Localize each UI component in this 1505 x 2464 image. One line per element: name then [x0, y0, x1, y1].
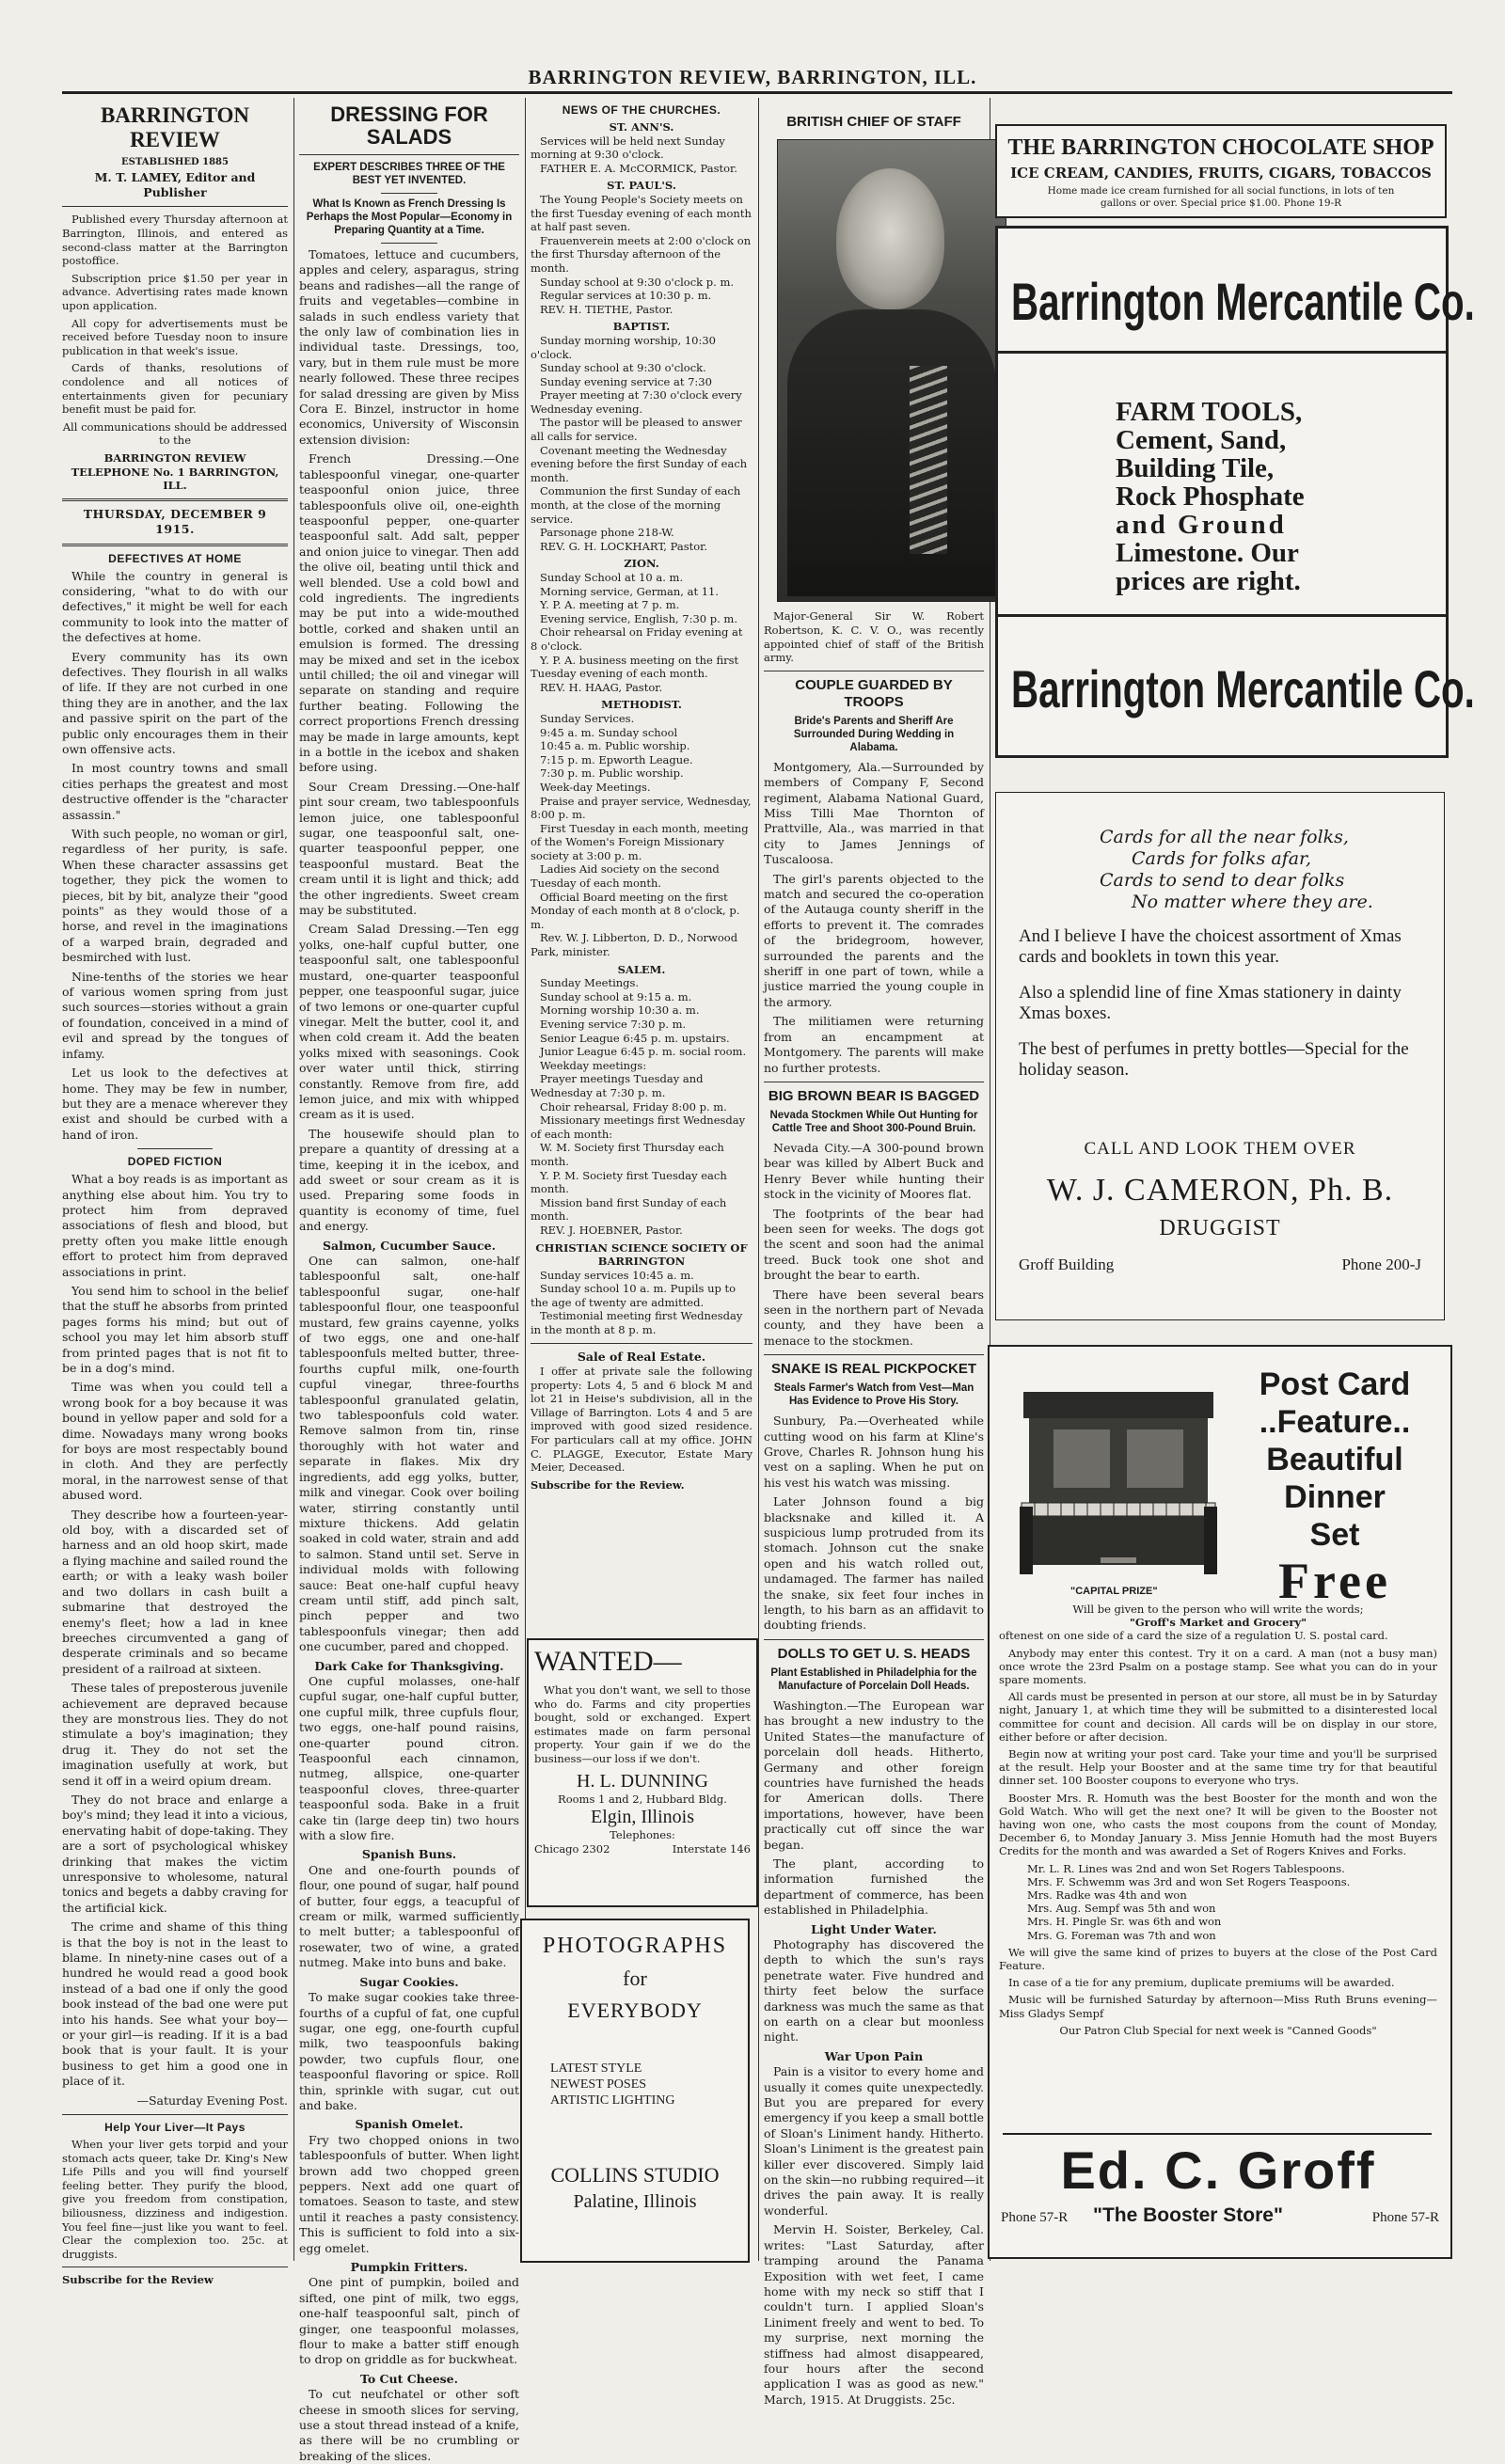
- product-line: Cement, Sand,: [1116, 425, 1287, 455]
- paragraph: Let us look to the defectives at home. They may be few in number, but they are a menace wherever they exist and should be curbed with a hand of iron.: [62, 1066, 288, 1142]
- paragraph: The crime and shame of this thing is that the boy is not in the least to blame. In ninety-nine cases out of a hundred he would read a good book instead of a bad one if only the good book instead of the bad one were put into his hands. See what your boy—or your girl—is reading. If it is a bad book that is your fault. It is your business to get him a good one in place of it.: [62, 1919, 288, 2089]
- cards-verse: [1100, 827, 1373, 913]
- words-line: "Groff's Market and Grocery": [1129, 1616, 1307, 1630]
- groff-name: Ed. C. Groff: [1060, 2140, 1376, 2200]
- paragraph: Later Johnson found a big blacksnake and killed it. A suspicious lump protruded from its stomach. Johnson cut the snake open and his watch rolled out, undamaged. The farmer has nailed the snake, six feet four inches in length, to his barn as an affidavit to doubting friends.: [764, 1494, 984, 1633]
- church-line: REV. H. TIETHE, Pastor.: [540, 302, 673, 316]
- piano-illustration: [1016, 1382, 1221, 1580]
- phone-interstate: Interstate 146: [672, 1841, 751, 1856]
- church-line: Sunday Services.: [540, 711, 635, 725]
- church-line: Y. P. M. Society first Tuesday each month.: [531, 1168, 727, 1196]
- church-listings: [531, 120, 752, 1337]
- church-line: Sunday school at 9:30 o'clock.: [540, 361, 706, 375]
- paragraph: They describe how a fourteen-year-old boy, with a discarded set of harness and an old hoop skirt, made a flying machine and sailed round the earth; or with a leaky wash boiler and two dollars in cash built a submarine that destroyed the enemy's fleet; how a lad in knee breeches circumvented a gang of desperate criminals and so became president of a railroad at sixteen.: [62, 1507, 288, 1676]
- postcard-heading: [1227, 1366, 1443, 1608]
- heading-line: Post Card: [1259, 1366, 1411, 1402]
- church-line: Sunday school 10 a. m. Pupils up to the age of twenty are admitted.: [531, 1282, 737, 1309]
- feature-line: ARTISTIC LIGHTING: [550, 2093, 675, 2108]
- divider: [764, 1639, 984, 1640]
- church-line: Evening service 7:30 p. m.: [540, 1018, 687, 1031]
- church-line: Testimonial meeting first Wednesday in the month at 8 p. m.: [531, 1309, 743, 1337]
- wanted-telephones: Telephones:: [610, 1828, 675, 1842]
- braid-shape: [910, 366, 947, 554]
- verse-line: Cards for all the near folks,: [1100, 827, 1349, 847]
- druggist-title: DRUGGIST: [1159, 1216, 1281, 1240]
- paragraph: Cream Salad Dressing.—Ten egg yolks, one-half cupful butter, one teaspoonful salt, one tablespoonful mustard, one-quarter teaspoonful pepper, one teaspoonful sugar, juice of two lemons or one-quarter cupful vinegar. Melt the butter, cool it, and when cold cream it. Add the beaten yolks mixed with seasonings. Cook over water until thick, stirring constantly. Remove from fire, add lemon juice, and mix with whipped cream as it is used.: [299, 922, 519, 1122]
- studio-name: COLLINS STUDIO: [550, 2163, 720, 2187]
- recipe-body: One and one-fourth pounds of flour, one pound of sugar, half pound of butter, four eggs, a teacupful of cream or milk, warmed sufficiently to melt butter; a tablespoonful of rosewater, two of wine, a grated nutmeg. Make into buns and bake.: [299, 1862, 519, 1970]
- heading-line: ..Feature..: [1259, 1404, 1411, 1440]
- church-line: Y. P. A. business meeting on the first Tuesday evening of each month.: [531, 653, 739, 681]
- winner-line: Mrs. Radke was 4th and won: [1027, 1888, 1187, 1903]
- church-line: Choir rehearsal, Friday 8:00 p. m.: [540, 1099, 727, 1114]
- cameron-drug-ad: [995, 792, 1445, 1320]
- rule-para: All cards must be presented in person at our store, all must be in by Saturday night, January 1, at which time they will be submitted to a disinterested local committee for count and decision. All cards will be on display in our store, either before or after decision.: [999, 1690, 1437, 1744]
- church-line: Prayer meetings Tuesday and Wednesday at 7:30 p. m.: [531, 1072, 704, 1099]
- issue-date: THURSDAY, DECEMBER 9 1915.: [83, 506, 267, 537]
- recipe-title: Salmon, Cucumber Sauce.: [323, 1238, 496, 1253]
- call-line: CALL AND LOOK THEM OVER: [1084, 1139, 1356, 1159]
- paragraph: The girl's parents objected to the match and secured the co-operation of the Autauga county sheriff in the efforts to prevent it. The comrades of the bridegroom, however, surrounded the parents and the sheriff in one part of town, while a justice married the young couple in the armory.: [764, 871, 984, 1009]
- church-line: Rev. W. J. Libberton, D. D., Norwood Park, minister.: [531, 931, 738, 959]
- paragraph: While the country in general is considering, "what to do with our defectives," it might be well for each community to look into the matter of the defectives at home.: [62, 568, 288, 645]
- item-title: Light Under Water.: [811, 1921, 937, 1936]
- article-headline: BIG BROWN BEAR IS BAGGED: [768, 1087, 980, 1104]
- church-line: 9:45 a. m. Sunday school: [540, 725, 678, 739]
- church-line: 7:30 p. m. Public worship.: [540, 766, 684, 781]
- section-headline: NEWS OF THE CHURCHES.: [562, 103, 721, 117]
- photographs-ad: [520, 1919, 750, 2263]
- paragraph: Pain is a visitor to every home and usually it comes quite unexpectedly. But you are prepared for every emergency if you keep a small bottle of Sloan's Liniment handy. Hitherto. Sloan's Liniment is the greatest pain killer ever discovered. Simply laid on the skin—no rubbing required—it drives the pain away. It is really wonderful.: [764, 2064, 984, 2218]
- article-headline: DRESSING FOR SALADS: [330, 103, 488, 149]
- verse-line: Cards to send to dear folks: [1100, 870, 1345, 891]
- sub-price: Subscription price $1.50 per year in advance. Advertising rates made known upon application.: [62, 271, 288, 312]
- article-headline: DEFECTIVES AT HOME: [108, 551, 242, 565]
- paragraph: Nine-tenths of the stories we hear of various women spring from just such sources—stories without a grain of foundation, conceived in a mind of evil and spread by the tongues of infamy.: [62, 969, 288, 1061]
- column-1: [62, 98, 288, 2287]
- masthead: BARRINGTON REVIEW, BARRINGTON, ILL.: [528, 66, 977, 88]
- church-line: W. M. Society first Thursday each month.: [531, 1141, 724, 1168]
- groff-phone-left: Phone 57-R: [1001, 2210, 1069, 2225]
- wanted-title: WANTED—: [534, 1646, 682, 1677]
- shop-goods: ICE CREAM, CANDIES, FRUITS, CIGARS, TOBACCOS: [1010, 165, 1432, 182]
- copy-para: Also a splendid line of fine Xmas stationery in dainty Xmas boxes.: [1019, 983, 1402, 1023]
- copy-para: And I believe I have the choicest assortment of Xmas cards and booklets in town this year.: [1019, 926, 1402, 967]
- church-line: 10:45 a. m. Public worship.: [540, 739, 690, 753]
- paragraph: With such people, no woman or girl, regardless of her purity, is safe. When these character assassins get together, they pick the women to pieces, bit by bit, analyze their "good points" as they would those of a horse, and revel in the imaginations of a warped brain, degraded and besmirched with lust.: [62, 827, 288, 965]
- church-line: The pastor will be pleased to answer all calls for service.: [531, 416, 742, 444]
- divider: [998, 614, 1446, 617]
- article-subhead: What Is Known as French Dressing Is Perhaps the Most Popular—Economy in Preparing Quantity at a Time.: [306, 198, 513, 236]
- studio-city: Palatine, Illinois: [573, 2191, 697, 2212]
- divider: [62, 498, 288, 501]
- recipe-body: To cut neufchatel or other soft cheese in smooth slices for serving, use a stout thread instead of a knife, as there will be no crumbling or breaking of the slices.: [299, 2387, 519, 2463]
- product-line: Building Tile,: [1116, 453, 1275, 483]
- groff-store: "The Booster Store": [1093, 2204, 1283, 2226]
- copy-note: All copy for advertisements must be received before Tuesday noon to insure publication in that week's issue.: [62, 316, 288, 357]
- recipe-title: To Cut Cheese.: [359, 2371, 458, 2386]
- subscribe-note: Subscribe for the Review: [62, 2273, 214, 2287]
- church-line: Y. P. A. meeting at 7 p. m.: [540, 598, 680, 612]
- wanted-body: What you don't want, we sell to those who do. Farms and city properties bought, sold or exchanged. Expert estimates made on farm personal property. Your gain if we do the business—our loss if we don't.: [534, 1683, 751, 1765]
- rule-para: In case of a tie for any premium, duplicate premiums will be awarded.: [1008, 1976, 1395, 1990]
- recipe-body: One can salmon, one-half tablespoonful salt, one-half tablespoonful sugar, one-half tablespoonful flour, one teaspoonful mustard, few grains cayenne, yolks of two eggs, one and one-half tablespoonfuls melted butter, three-fourths cupful milk, one-fourth cupful vinegar, three-fourths tablespoonful granulated gelatin, two tablespoonfuls cold water. Remove salmon from tin, rinse thoroughly with hot water and separate in flakes. Mix dry ingredients, add egg yolks, butter, milk and vinegar. Cook over boiling water, stirring constantly until mixture thickens. Add gelatin soaked in cold water, strain and add to salmon. Stand until set. Serve in individual molds with following sauce: Beat one-half cupful heavy cream until stiff, add pinch salt, pinch pepper and two tablespoonfuls vinegar; then add one cucumber, pared and chopped.: [299, 1254, 519, 1654]
- recipe-body: Fry two chopped onions in two tablespoonfuls of butter. When light brown add two chopped green peppers. Next add one quart of tomatoes. Season to taste, and stew until it reaches a pasty consistency. This is sufficient to fold into a six-egg omelet.: [299, 2132, 519, 2255]
- winner-line: Mrs. H. Pingle Sr. was 6th and won: [1027, 1915, 1222, 1929]
- column-rule: [293, 98, 294, 2261]
- church-line: Official Board meeting on the first Monday of each month at 8 o'clock, p. m.: [531, 890, 740, 931]
- paragraph: Washington.—The European war has brought a new industry to the United States—the manufacture of porcelain doll heads. Hitherto, Germany and other foreign countries have furnished the heads for American dolls. There importations, however, have been practically cut off since the war began.: [764, 1698, 984, 1852]
- wanted-city: Elgin, Illinois: [591, 1807, 694, 1828]
- church-line: Ladies Aid society on the second Tuesday of each month.: [531, 862, 720, 891]
- paragraph: Photography has discovered the depth to which the sun's rays penetrate water. Five hundred and thirty feet below the surface darkness was much the same as that on earth on a clear but moonless night.: [764, 1936, 984, 2045]
- paragraph: Nevada City.—A 300-pound brown bear was killed by Albert Buck and Henry Bever while hunting their stock in the vicinity of Moores flat.: [764, 1140, 984, 1202]
- mercantile-name: Barrington Mercantile Co.: [1011, 659, 1475, 719]
- church-line: Sunday school at 9:15 a. m.: [540, 989, 692, 1003]
- article-headline: SNAKE IS REAL PICKPOCKET: [770, 1361, 977, 1378]
- recipe-body: One cupful molasses, one-half cupful sugar, one-half cupful butter, one cupful milk, three cupfuls flour, two eggs, one-half pound raisins, one-quarter pound citron. Teaspoonful each cinnamon, nutmeg, allspice, one-quarter teaspoonful cloves, three-quarter teaspoonful soda. Bake in a fruit cake tin (large deep tin) two hours with a slow fire.: [299, 1673, 519, 1843]
- paragraph: The militiamen were returning from an encampment at Montgomery. The parents will make no further protests.: [764, 1014, 984, 1075]
- feature-line: LATEST STYLE: [550, 2061, 642, 2076]
- paragraph: French Dressing.—One tablespoonful vinegar, one-quarter teaspoonful onion juice, three tablespoonfuls olive oil, one-eighth teaspoonful pepper, one-quarter teaspoonful salt. Add salt, pepper and onion juice to vinegar. Then add the olive oil, beating until thick and well blended. Use a cold bowl and cold ingredients. The ingredients may be put into a wide-mouthed bottle, corked and shaken until an emulsion is formed. The dressing may be mixed and set in the icebox until chilled; the oil and vinegar will separate on standing and require further beating. Following the correct proportions French dressing may be made in large amounts, kept in a bottle in the icebox and shaken before using.: [299, 451, 519, 775]
- church-line: REV. G. H. LOCKHART, Pastor.: [540, 539, 708, 553]
- winner-line: Mrs. G. Foreman was 7th and won: [1027, 1928, 1216, 1942]
- church-line: Morning service, German, at 11.: [540, 584, 720, 598]
- wanted-name: H. L. DUNNING: [577, 1770, 708, 1792]
- shop-note: Home made ice cream furnished for all social functions, in lots of ten gallons or over. Special price $1.00. Phone 19-R: [1047, 185, 1395, 209]
- church-line: Communion the first Sunday of each month, at the close of the morning service.: [531, 484, 741, 526]
- winner-line: Mrs. Aug. Sempf was 5th and won: [1027, 1902, 1216, 1916]
- comm-addressee: BARRINGTON REVIEW: [103, 450, 246, 465]
- piano-label: "CAPITAL PRIZE": [1070, 1586, 1158, 1597]
- mercantile-name: Barrington Mercantile Co.: [1011, 272, 1475, 331]
- cards-copy: [1019, 926, 1423, 1081]
- church-line: Sunday Meetings.: [540, 976, 640, 990]
- church-line: 7:15 p. m. Epworth League.: [540, 752, 693, 766]
- church-line: REV. J. HOEBNER, Pastor.: [540, 1223, 683, 1237]
- uniform-shape: [787, 309, 996, 596]
- article-headline: DOLLS TO GET U. S. HEADS: [777, 1645, 971, 1662]
- druggist-name: W. J. CAMERON, Ph. B.: [1046, 1173, 1394, 1208]
- photo-for: for: [623, 1966, 647, 1990]
- wanted-address: Rooms 1 and 2, Hubbard Bldg.: [558, 1792, 727, 1806]
- paragraph: Mervin H. Soister, Berkeley, Cal. writes: "Last Saturday, after tramping around the Panama Exposition with wet feet, I came home with my neck so stiff that I couldn't turn. I applied Sloan's Liniment freely and went to bed. To my surprise, next morning the stiffness had almost disappeared, four hours after the second application I was as good as new." March, 1915. At Druggists. 25c.: [764, 2222, 984, 2407]
- recipe-body: One pint of pumpkin, boiled and sifted, one pint of milk, two eggs, one-half teaspoonful salt, pinch of ginger, one teaspoonful molasses, flour to make a batter stiff enough to drop on griddle as for buckwheat.: [299, 2275, 519, 2367]
- divider: [62, 2114, 288, 2115]
- paragraph: Sour Cream Dressing.—One-half pint sour cream, two tablespoonfuls lemon juice, one tablespoonful sugar, one teaspoonful salt, one-quarter teaspoonful pepper, one teaspoonful mustard. Beat the cream until it is light and thick; add the other ingredients. Sweet cream may be substituted.: [299, 779, 519, 918]
- paragraph: Every community has its own defectives. They flourish in all walks of life. If they are not curbed in one thing they are in another, and the lax and passive spirit on the part of the public only encourages them in their own offensive acts.: [62, 649, 288, 756]
- divider: [299, 154, 519, 155]
- paper-title: BARRINGTON REVIEW: [100, 103, 250, 151]
- heading-free: Free: [1278, 1553, 1391, 1609]
- paragraph: These tales of preposterous juvenile achievement are depraved because they are monstrous lies. They do not stimulate a boy's imagination; they drug it. They do not set the imagination usefully at work, but send it off in a weird opium dream.: [62, 1681, 288, 1788]
- divider: [381, 193, 437, 194]
- article-subhead: Bride's Parents and Sheriff Are Surrounded During Wedding in Alabama.: [793, 715, 955, 753]
- recipe-title: Spanish Omelet.: [355, 2117, 464, 2132]
- paragraph: There have been several bears seen in the northern part of Nevada county, and they have been a menace to the stockmen.: [764, 1287, 984, 1348]
- product-line: and Ground: [1116, 510, 1287, 540]
- rule-para: Music will be furnished Saturday by afternoon—Miss Ruth Bruns evening—Miss Gladys Sempf: [999, 1993, 1437, 2020]
- photo-features: [550, 2061, 748, 2109]
- shop-title: THE BARRINGTON CHOCOLATE SHOP: [1007, 135, 1434, 160]
- divider: [764, 1354, 984, 1355]
- photo-headline: BRITISH CHIEF OF STAFF: [786, 114, 961, 130]
- heading-line: Beautiful: [1266, 1442, 1403, 1477]
- divider: [998, 351, 1446, 354]
- divider: [381, 243, 437, 244]
- church-line: Morning worship 10:30 a. m.: [540, 1003, 700, 1018]
- product-line: FARM TOOLS,: [1116, 397, 1303, 427]
- divider: [137, 1148, 213, 1149]
- heading-line: Dinner: [1284, 1479, 1386, 1515]
- recipe-body: To make sugar cookies take three-fourths of a cupful of fat, one cupful sugar, one egg, one-fourth cupful milk, two teaspoonfuls baking powder, two cupfuls flour, one teaspoonful flavoring or spice. Roll thin, sprinkle with sugar, cut out and bake.: [299, 1990, 519, 2112]
- article-subhead: Plant Established in Philadelphia for the Manufacture of Porcelain Doll Heads.: [770, 1666, 977, 1692]
- church-line: Weekday meetings:: [540, 1058, 647, 1072]
- church-line: FATHER E. A. McCORMICK, Pastor.: [540, 161, 737, 175]
- ad-body: When your liver gets torpid and your stomach acts queer, take Dr. King's New Life Pills and you will find yourself feeling better. They purify the blood, give you freedom from constipation, biliousness, dizziness and indigestion. You feel fine—just like you want to feel. Clear the complexion too. 25c. at druggists.: [62, 2138, 288, 2261]
- church-line: Regular services at 10:30 p. m.: [540, 289, 712, 303]
- attribution: —Saturday Evening Post.: [136, 2093, 288, 2108]
- given-line: Will be given to the person who will write the words;: [1072, 1603, 1364, 1616]
- winner-line: Mr. L. R. Lines was 2nd and won Set Rogers Tablespoons.: [1027, 1861, 1345, 1875]
- church-line: Sunday evening service at 7:30: [540, 374, 712, 388]
- church-line: The Young People's Society meets on the first Tuesday evening of each month at half past seven.: [531, 192, 752, 234]
- comm-note: All communications should be addressed to the: [62, 419, 288, 448]
- paragraph: Montgomery, Ala.—Surrounded by members of Company F, Second regiment, Alabama National Guard, Miss Tilli Mae Thornton of Prattville, Ala., was married in that city to James Jennings of Tuscaloosa.: [764, 759, 984, 867]
- wanted-phone-row: [534, 1842, 751, 1856]
- paragraph: In most country towns and small cities perhaps the greatest and most destructive offender is the "character assassin.": [62, 761, 288, 822]
- church-line: Evening service, English, 7:30 p. m.: [540, 611, 737, 625]
- phone-chicago: Chicago 2302: [534, 1841, 610, 1856]
- face-shape: [836, 168, 944, 309]
- item-title: War Upon Pain: [824, 2048, 924, 2063]
- rule-para: Our Patron Club Special for next week is "Canned Goods": [1059, 2023, 1377, 2037]
- church-line: Missionary meetings first Wednesday of each month:: [531, 1114, 746, 1141]
- church-line: Sunday services 10:45 a. m.: [540, 1268, 694, 1282]
- product-line: Rock Phosphate: [1116, 482, 1305, 512]
- telephone: TELEPHONE No. 1 BARRINGTON, ILL.: [71, 465, 279, 493]
- church-line: Senior League 6:45 p. m. upstairs.: [540, 1031, 730, 1045]
- rule-para: We will give the same kind of prizes to buyers at the close of the Post Card Feature.: [999, 1945, 1437, 1973]
- rule-para: Begin now at writing your post card. Take your time and you'll be surprised at the result. Help your Booster and at the same time try for that beautiful dinner set. 100 Booster coupons to everyone who trys.: [999, 1747, 1437, 1788]
- divider: [1003, 2133, 1432, 2135]
- church-line: Week-day Meetings.: [540, 780, 651, 794]
- cards-note: Cards of thanks, resolutions of condolence and all notices of entertainments given for pecuniary benefit must be paid for.: [62, 361, 288, 417]
- column-3: [531, 98, 752, 1631]
- postcard-rules: [999, 1603, 1437, 2041]
- rule-para: Booster Mrs. R. Homuth was the best Booster for the month and won the Gold Watch. Who will get the next one? It will be given to the Booster not having won one, who casts the most coupons from the count of Monday, December 6, to Monday January 3. Miss Jennie Homuth had the most Buyers Credits for the month and was awarded a Set of Rogers Knives and Forks.: [999, 1791, 1437, 1858]
- church-line: Sunday School at 10 a. m.: [540, 571, 684, 584]
- druggist-phone: Phone 200-J: [1341, 1256, 1421, 1273]
- paragraph: They do not brace and enlarge a boy's mind; they lead it into a vicious, enervating habit of dope-taking. They are a sort of psychological whiskey drinking that makes the victim unresponsive to wholesome, natural tonics and begets a dabby craving for the artificial kick.: [62, 1792, 288, 1915]
- photo-everybody: EVERYBODY: [567, 1998, 703, 2022]
- divider: [531, 1343, 752, 1344]
- chocolate-shop-ad: [995, 124, 1447, 218]
- church-name: SALEM.: [617, 962, 666, 976]
- church-name: ZION.: [624, 557, 659, 571]
- divider: [62, 544, 288, 546]
- druggist-building: Groff Building: [1019, 1256, 1115, 1273]
- church-name: BAPTIST.: [612, 320, 671, 334]
- mercantile-ad: [995, 226, 1475, 758]
- paragraph: Sunbury, Pa.—Overheated while cutting wood on his farm at Kline's Grove, Charles R. Johnson hung his vest on a sapling. When he put on his vest his watch was missing.: [764, 1414, 984, 1490]
- paragraph: What a boy reads is as important as anything else about him. You try to protect him from depraved associations of flesh and blood, but pretty often you make little enough effort to protect him from depraved associations in print.: [62, 1172, 288, 1279]
- church-line: Services will be held next Sunday morning at 9:30 o'clock.: [531, 134, 725, 162]
- church-name: ST. ANN'S.: [609, 120, 674, 134]
- editor-line: M. T. LAMEY, Editor and Publisher: [94, 169, 256, 199]
- article-subhead: Nevada Stockmen While Out Hunting for Cattle Tree and Shoot 300-Pound Bruin.: [769, 1109, 978, 1134]
- church-line: REV. H. HAAG, Pastor.: [540, 680, 663, 694]
- recipe-title: Pumpkin Fritters.: [350, 2260, 468, 2274]
- rule-para: Anybody may enter this contest. Try it on a card. A man (not a busy man) once wrote the 23rd Psalm on a postage stamp. See what you can do in your spare moments.: [999, 1646, 1437, 1687]
- church-name: CHRISTIAN SCIENCE SOCIETY OF BARRINGTON: [535, 1240, 748, 1269]
- article-subhead: EXPERT DESCRIBES THREE OF THE BEST YET INVENTED.: [313, 162, 505, 186]
- rule-para: oftenest on one side of a card the size of a regulation U. S. postal card.: [999, 1629, 1388, 1643]
- article-subhead: Steals Farmer's Watch from Vest—Man Has Evidence to Prove His Story.: [773, 1382, 974, 1408]
- masthead-rule: [62, 91, 1452, 94]
- notice-body: I offer at private sale the following property: Lots 4, 5 and 6 block M and lot 21 in Heise's subdivision, all in the Village of Barrington. Lots 4 and 5 are improved with good sized residence. For particulars call at my office. JOHN C. PLAGGE, Executor, Estate Mary Meier, Deceased.: [531, 1365, 752, 1475]
- ad-headline: Help Your Liver—It Pays: [104, 2121, 246, 2135]
- paragraph: The housewife should plan to prepare a quantity of dressing at a time, keeping it in the icebox, and add sweet or sour cream as it is used. Preparing some foods in quantity is economy of time, fuel and energy.: [299, 1126, 519, 1234]
- winner-line: Mrs. F. Schwemm was 3rd and won Set Rogers Teaspoons.: [1027, 1874, 1351, 1888]
- church-line: Junior League 6:45 p. m. social room.: [540, 1045, 747, 1059]
- church-line: Frauenverein meets at 2:00 o'clock on the first Thursday afternoon of the month.: [531, 233, 752, 275]
- pub-info: Published every Thursday afternoon at Barrington, Illinois, and entered as second-class matter at the Barrington postoffice.: [62, 213, 288, 268]
- church-line: Parsonage phone 218-W.: [540, 526, 674, 540]
- church-name: METHODIST.: [601, 698, 682, 712]
- article-headline: COUPLE GUARDED BY TROOPS: [795, 676, 953, 710]
- church-name: ST. PAUL'S.: [607, 179, 676, 193]
- product-line: Limestone. Our: [1116, 538, 1299, 568]
- winners-list: [999, 1862, 1437, 1942]
- copy-para: The best of perfumes in pretty bottles—Special for the holiday season.: [1019, 1039, 1409, 1080]
- church-line: Praise and prayer service, Wednesday, 8:00 p. m.: [531, 794, 752, 822]
- mercantile-products: [1116, 398, 1305, 595]
- paragraph: Tomatoes, lettuce and cucumbers, apples and celery, asparagus, string beans and radishes—all the range of fruits and vegetables—combine in salads in such endless variety that the only law of combination lies in individual taste. Dressings, too, vary, but in them rule must be more nearly followed. These three recipes for salad dressing are given by Miss Cora E. Binzel, instructor in home economics, University of Wisconsin extension division:: [299, 247, 519, 447]
- article-headline: DOPED FICTION: [127, 1155, 223, 1169]
- church-line: Sunday morning worship, 10:30 o'clock.: [531, 333, 716, 361]
- product-line: prices are right.: [1116, 566, 1301, 596]
- paragraph: The plant, according to information furnished the department of commerce, has been established in Philadelphia.: [764, 1856, 984, 1918]
- heading-line: Set: [1309, 1517, 1360, 1553]
- paragraph: The footprints of the bear had been seen for weeks. The dogs got the scent and soon had the animal treed. Buck took one shot and brought the bear to earth.: [764, 1206, 984, 1283]
- feature-line: NEWEST POSES: [550, 2077, 647, 2092]
- wanted-ad: [527, 1638, 758, 1907]
- recipe-title: Dark Cake for Thanksgiving.: [314, 1658, 504, 1673]
- verse-line: Cards for folks afar,: [1132, 848, 1312, 869]
- church-line: Sunday school at 9:30 o'clock p. m.: [540, 275, 735, 289]
- notice-title: Sale of Real Estate.: [577, 1349, 706, 1364]
- recipe-title: Sugar Cookies.: [359, 1974, 459, 1989]
- paragraph: Time was when you could tell a wrong book for a boy because it was bound in yellow paper and sold for a dime. Nowadays many wrong books for boys are most respectably bound in cloth. And they are perfectly moral, in the narrowest sense of that abused word.: [62, 1380, 288, 1503]
- column-rule: [758, 98, 759, 2261]
- subscribe-note: Subscribe for the Review.: [531, 1477, 685, 1492]
- groff-phone-right: Phone 57-R: [1371, 2210, 1439, 2225]
- established: ESTABLISHED 1885: [121, 157, 229, 167]
- divider: [62, 206, 288, 207]
- church-line: Covenant meeting the Wednesday evening before the first Sunday of each month.: [531, 443, 748, 484]
- photo-headline: PHOTOGRAPHS: [542, 1934, 728, 1958]
- photo-caption: Major-General Sir W. Robert Robertson, K. C. V. O., was recently appointed chief of staff of the British army.: [764, 609, 984, 665]
- church-line: Choir rehearsal on Friday evening at 8 o'clock.: [531, 625, 743, 653]
- column-2: [299, 98, 519, 2463]
- verse-line: No matter where they are.: [1132, 892, 1373, 912]
- church-line: First Tuesday in each month, meeting of the Women's Foreign Missionary society at 3:00 p. m.: [531, 821, 749, 862]
- paragraph: You send him to school in the belief that the stuff he absorbs from printed pages forms his mind; but out of school you may let him absorb stuff from printed pages that is not fit to be in a dog's mind.: [62, 1283, 288, 1375]
- portrait-photo: [777, 139, 1006, 602]
- recipe-title: Spanish Buns.: [361, 1847, 457, 1862]
- church-line: Mission band first Sunday of each month.: [531, 1195, 727, 1224]
- church-line: Prayer meeting at 7:30 o'clock every Wednesday evening.: [531, 388, 742, 416]
